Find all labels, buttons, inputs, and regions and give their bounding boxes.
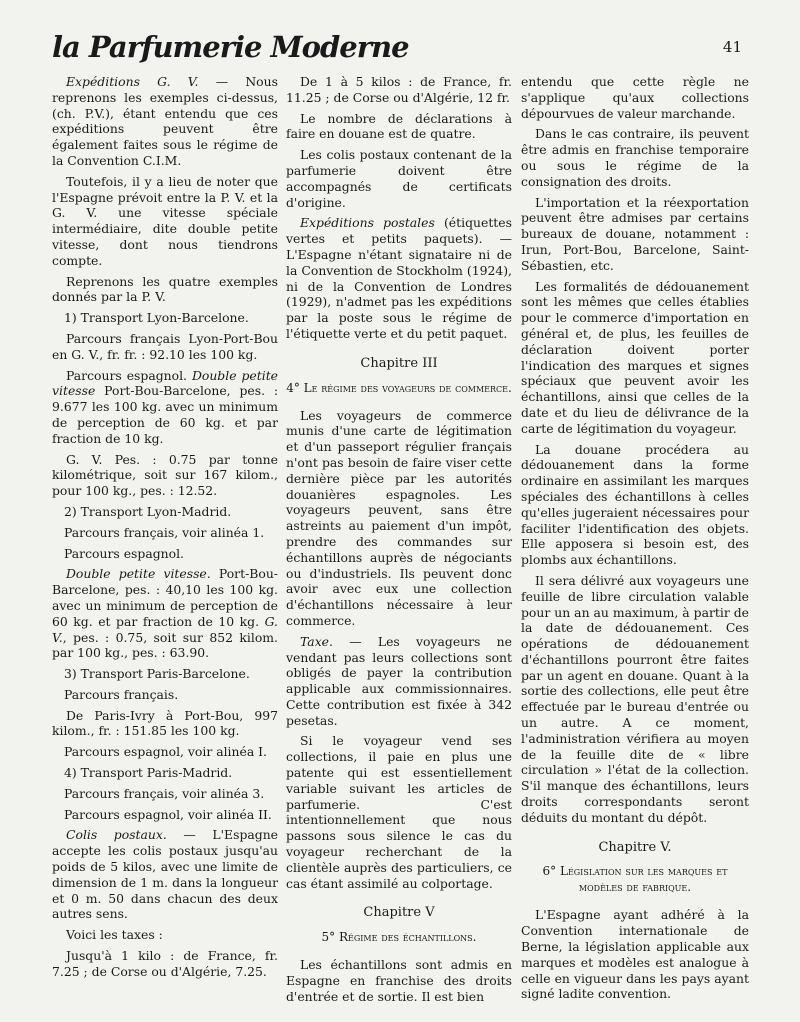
paragraph: Jusqu'à 1 kilo : de France, fr. 7.25 ; de Corse ou d'Algérie, 7.25. <box>52 948 278 979</box>
paragraph: Les formalités de dédouanement sont les mêmes que celles établies pour le commerce d'importation en général et, de plus, les feuilles de déclaration doivent porter l'indication des marques et signes spéciaux que peuvent avoir les échantillons, ainsi que celles de la date et du lieu de délivrance de la carte de légitimation du voyageur. <box>521 278 749 436</box>
paragraph: Parcours espagnol. <box>64 545 184 561</box>
paragraph-text: — Nous reprenons les exemples ci-dessus, (ch. P.V.), étant entendu que ces expéditions peuvent être également faites sous le régime de la Convention C.I.M. <box>52 74 278 168</box>
list-item: 2) Transport Lyon-Madrid. <box>64 503 232 519</box>
paragraph-text: Port-Bou-Barcelone, pes. : 9.677 les 100 kg. avec un minimum de perception de 60 kg. et par fraction de 10 kg. <box>52 383 278 446</box>
paragraph: Parcours français, voir alinéa 3. <box>64 785 265 801</box>
list-item: 3) Transport Paris-Barcelone. <box>64 666 250 682</box>
paragraph: Reprenons les quatre exemples donnés par la P. V. <box>52 273 278 305</box>
paragraph: L'importation et la réexportation peuvent être admises par certains bureaux de douane, notamment : Irun, Port-Bou, Barcelone, Saint-Sébastien, etc. <box>521 194 749 273</box>
emphasis-text: Double petite vitesse. <box>66 566 211 582</box>
section-heading: 4° Le régime des voyageurs de commerce. <box>286 380 512 395</box>
paragraph: De Paris-Ivry à Port-Bou, 997 kilom., fr. : 151.85 les 100 kg. <box>52 707 278 739</box>
paragraph-text: — Les voyageurs ne vendant pas leurs collections sont obligés de payer la contribution applicable aux commissionnaires. Cette contribution est fixée à 342 pesetas. <box>286 633 512 728</box>
paragraph <box>52 827 278 922</box>
masthead-logo: la Parfumerie Moderne <box>52 30 409 64</box>
run-in-heading: Taxe. <box>300 633 333 649</box>
paragraph: Les échantillons sont admis en Espagne en franchise des droits d'entrée et de sortie. Il est bien <box>286 957 512 1004</box>
paragraph-text: Parcours espagnol. <box>66 367 192 383</box>
paragraph <box>52 74 278 169</box>
paragraph: La douane procédera au dédouanement dans la forme ordinaire en assimilant les marques spéciales des échantillons à celles qu'elles jugeraient nécessaires pour faciliter l'identification des objets. Elle apposera si besoin est, des plombs aux échantillons. <box>521 441 749 568</box>
paragraph <box>52 566 278 661</box>
paragraph-text: , pes. : 0.75, soit sur 852 kilom. par 100 kg., pes. : 63.90. <box>52 629 278 661</box>
run-in-heading: Expéditions G. V. <box>66 74 199 89</box>
paragraph: Il sera délivré aux voyageurs une feuille de libre circulation valable pour un an au maximum, à partir de la date de dédouanement. Ces opérations de dédouanement d'échantillons pourront être faites par un agent en douane. Quant à la sortie des collections, elle peut être effectuée par le bureau d'entrée ou un autre. A ce moment, l'administration vérifiera au moyen de la feuille dite de « libre circulation » l'état de la collection. S'il manque des échantillons, leurs droits correspondants seront déduits du montant du dépôt. <box>521 572 749 825</box>
paragraph: Toutefois, il y a lieu de noter que l'Espagne prévoit entre la P. V. et la G. V. une vitesse spéciale intermédiaire, dite double petite vitesse, dont nous tiendrons compte. <box>52 173 278 268</box>
chapter-heading: Chapitre III <box>360 355 438 371</box>
paragraph <box>286 634 512 729</box>
paragraph: Si le voyageur vend ses collections, il paie en plus une patente qui est essentiellement variable suivant les articles de parfumerie. C'est intentionnellement que nous passons sous silence le cas du voyageur recherchant de la clientèle auprès des particuliers, ce cas étant assimilé au colportage. <box>286 733 512 891</box>
text-column-2 <box>286 74 512 1010</box>
paragraph: De 1 à 5 kilos : de France, fr. 11.25 ; de Corse ou d'Algérie, 12 fr. <box>286 74 512 105</box>
run-in-heading: Expéditions postales <box>300 215 435 231</box>
paragraph-text: Port-Bou-Barcelone, pes. : 40,10 les 100 kg. avec un minimum de perception de 60 kg. et par fraction de 10 kg. <box>52 566 278 629</box>
page-number: 41 <box>722 38 742 56</box>
paragraph: Parcours espagnol, voir alinéa II. <box>64 806 272 822</box>
paragraph-text: (étiquettes vertes et petits paquets). — L'Espagne n'étant signataire ni de la Convention de Stockholm (1924), ni de la Convention de Londres (1929), n'admet pas les expéditions par la poste sous le régime de l'étiquette verte et du petit paquet. <box>286 215 512 341</box>
paragraph: Parcours français Lyon-Port-Bou en G. V., fr. fr. : 92.10 les 100 kg. <box>52 330 278 362</box>
page-header <box>52 30 742 68</box>
chapter-heading: Chapitre V <box>363 905 435 921</box>
paragraph: entendu que cette règle ne s'applique qu'aux collections dépourvues de valeur marchande. <box>521 74 749 121</box>
paragraph-text: — L'Espagne accepte les colis postaux jusqu'au poids de 5 kilos, avec une limite de dimension de 1 m. dans la longueur et 0 m. 50 dans chacun des deux autres sens. <box>52 827 279 922</box>
paragraph: Les colis postaux contenant de la parfumerie doivent être accompagnés de certificats d'origine. <box>286 147 512 210</box>
paragraph: Les voyageurs de commerce munis d'une carte de légitimation et d'un passeport régulier français n'ont pas besoin de faire viser cette dernière pièce par les autorités douanières espagnoles. Les voyageurs peuvent, sans être astreints au paiement d'un impôt, prendre des commandes sur échantillons auprès de négociants ou d'industriels. Ils peuvent donc avoir avec eux une collection d'échantillons nécessaire à leur commerce. <box>286 407 512 628</box>
chapter-heading: Chapitre V. <box>598 839 672 855</box>
section-heading: 6° Législation sur les marques et modèles de fabrique. <box>542 864 728 895</box>
section-heading: 5° Régime des échantillons. <box>321 930 477 945</box>
emphasis-text: Double petite vitesse <box>52 367 279 399</box>
list-item: 4) Transport Paris-Madrid. <box>64 765 233 781</box>
run-in-heading: Colis postaux. <box>66 827 167 843</box>
paragraph: Parcours français, voir alinéa 1. <box>64 524 265 540</box>
paragraph <box>286 215 512 341</box>
paragraph: G. V. Pes. : 0.75 par tonne kilométrique, soit sur 167 kilom., pour 100 kg., pes. : 12.52. <box>52 451 278 499</box>
text-column-1 <box>52 74 278 985</box>
paragraph: Le nombre de déclarations à faire en douane est de quatre. <box>286 110 512 142</box>
text-column-3 <box>521 74 749 1007</box>
paragraph: L'Espagne ayant adhéré à la Convention internationale de Berne, la législation applicable aux marques et modèles est analogue à celle en vigueur dans les pays ayant signé ladite convention. <box>521 907 749 1002</box>
paragraph: Parcours français. <box>64 686 179 702</box>
emphasis-text: G. V. <box>52 613 278 645</box>
paragraph <box>52 368 278 447</box>
paragraph: Dans le cas contraire, ils peuvent être admis en franchise temporaire ou sous le régime de la consignation des droits. <box>521 126 749 189</box>
paragraph: Voici les taxes : <box>66 927 163 943</box>
list-item: 1) Transport Lyon-Barcelone. <box>64 310 249 326</box>
paragraph: Parcours espagnol, voir alinéa I. <box>64 744 267 760</box>
